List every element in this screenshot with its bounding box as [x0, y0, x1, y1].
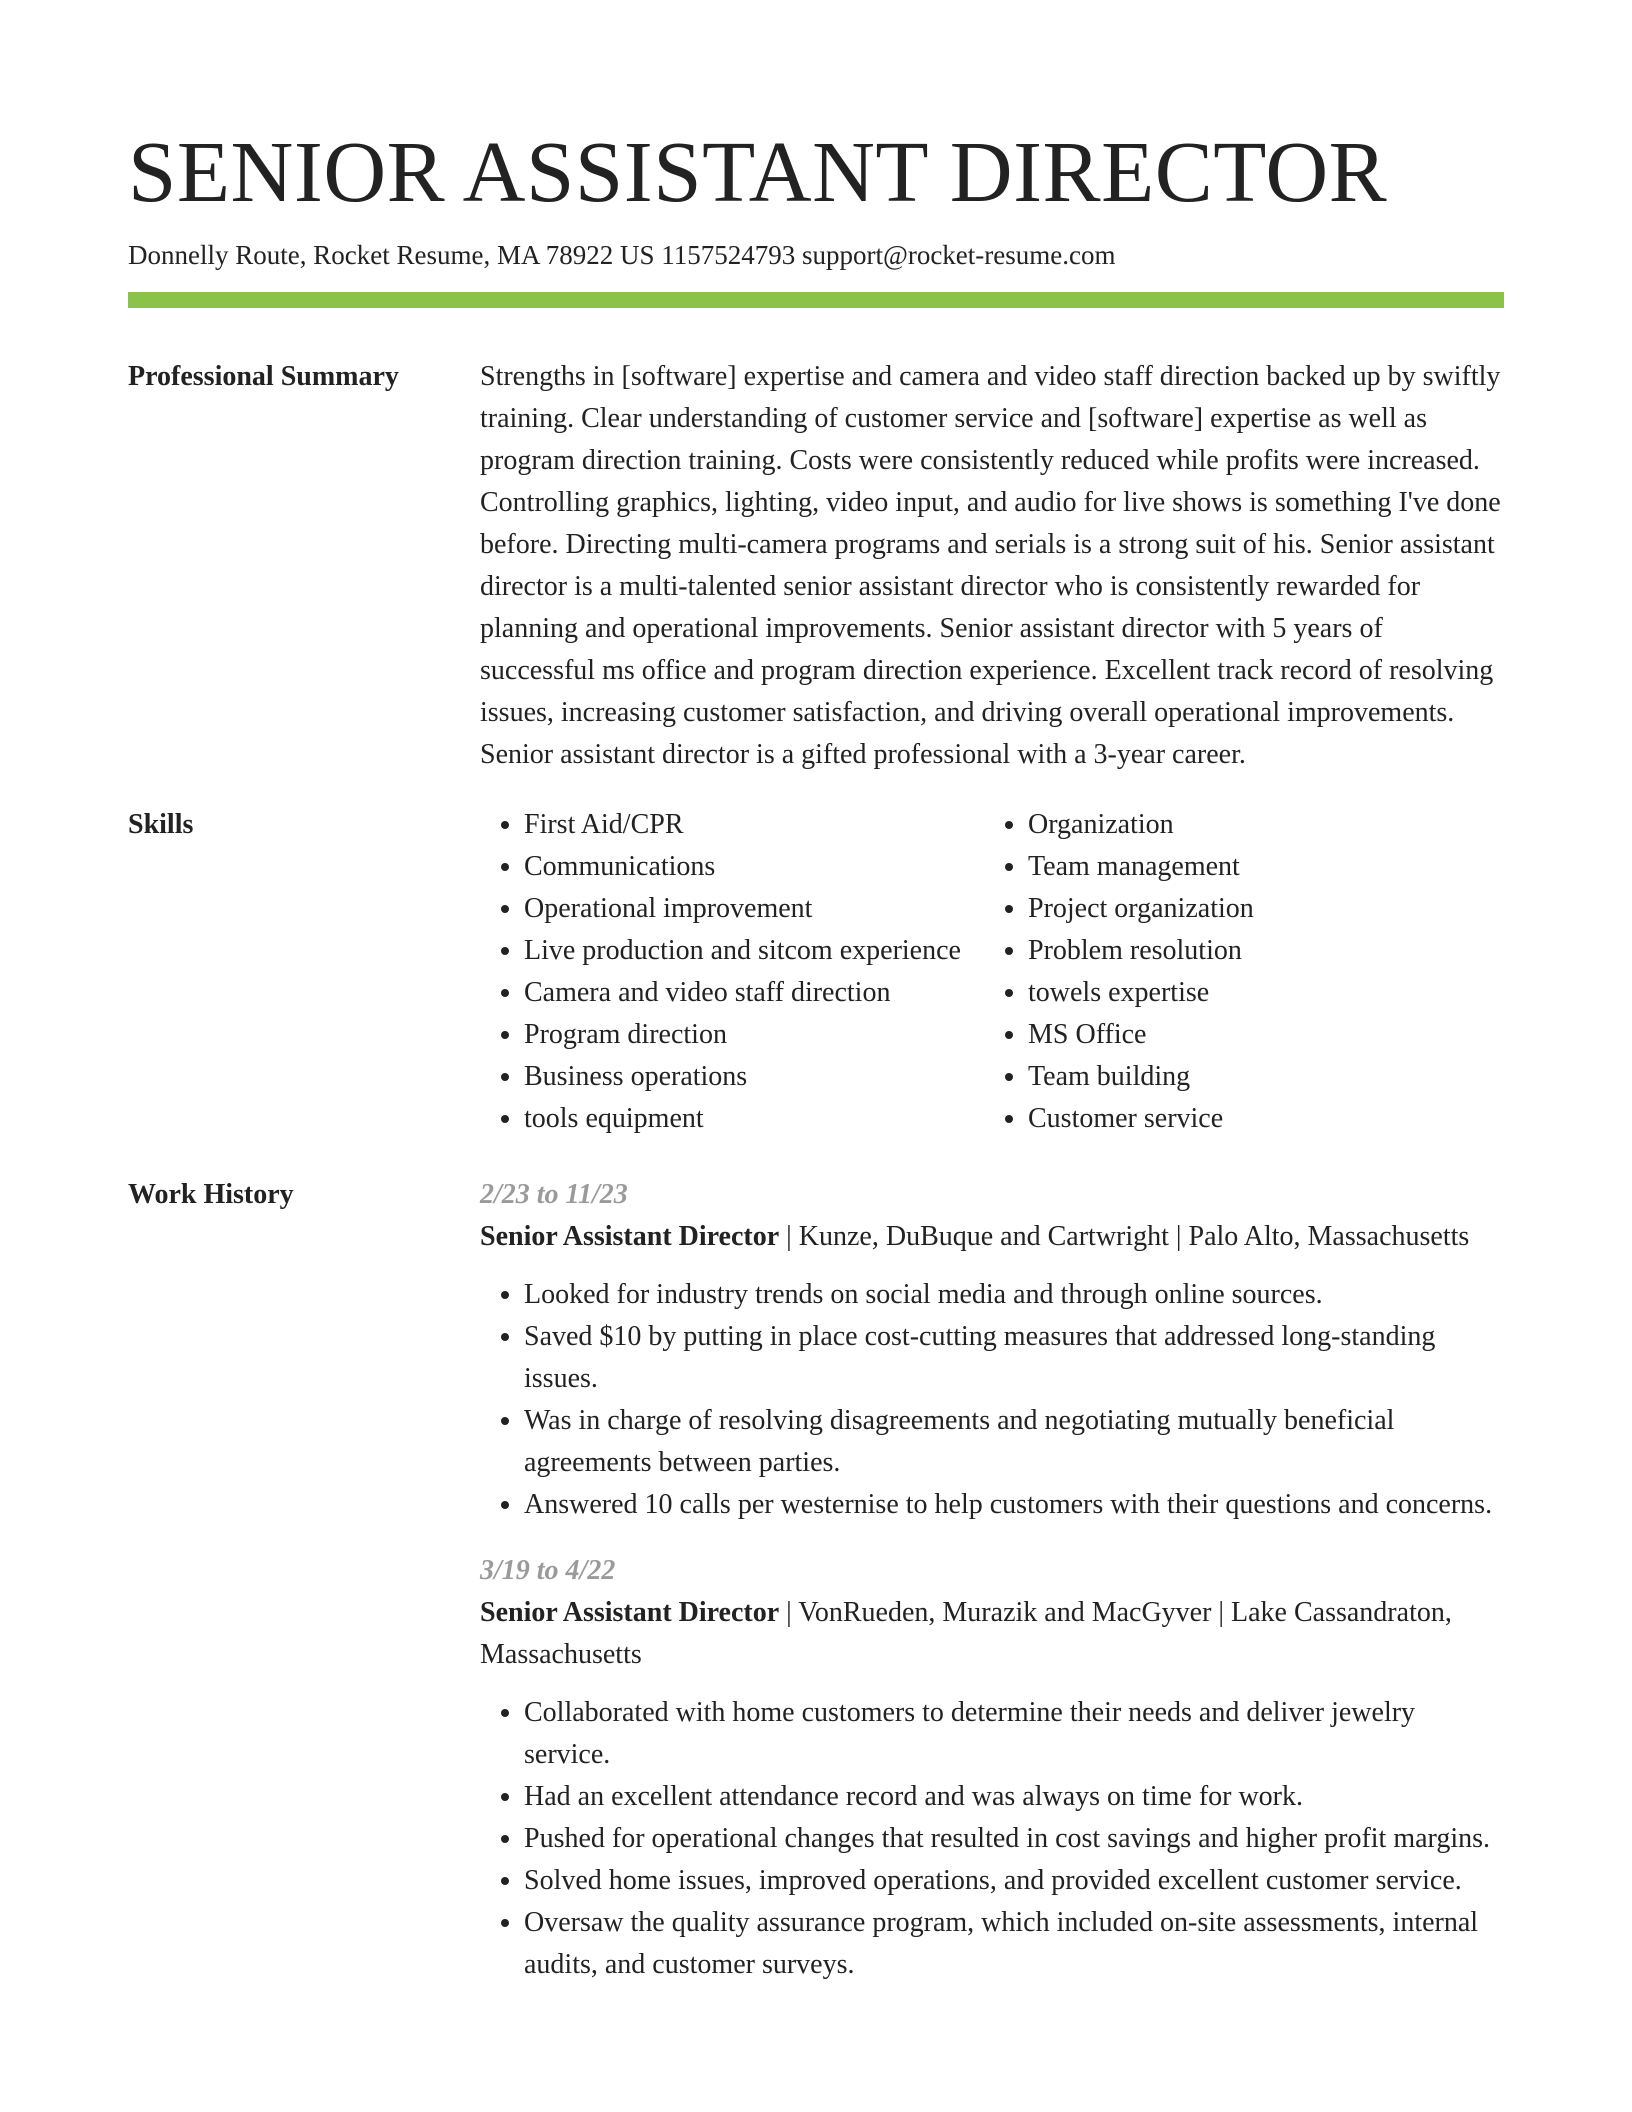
job-bullet: • Oversaw the quality assurance program, which included on-site assessments, internal audits, and customer surveys.	[524, 1902, 1504, 1986]
summary-text: Strengths in [software] expertise and camera and video staff direction backed up by swiftly training. Clear understanding of customer service and [software] expertise as well as program direction training. Costs were consistently reduced while profits were increased. Controlling graphics, lighting, video input, and audio for live shows is something I've done before. Directing multi-camera programs and serials is a strong suit of his. Senior assistant director is a multi-talented senior assistant director who is consistently rewarded for planning and operational improvements. Senior assistant director with 5 years of successful ms office and program direction experience. Excellent track record of resolving issues, increasing customer satisfaction, and driving overall operational improvements. Senior assistant director is a gifted professional with a 3-year career.	[480, 361, 1501, 770]
skill-item: • Communications	[524, 846, 984, 888]
skills-label: Skills	[128, 809, 194, 840]
skill-item: • Team building	[1028, 1056, 1488, 1098]
skill-item: • Live production and sitcom experience	[524, 930, 984, 972]
job-heading	[480, 1592, 1504, 1676]
skill-item: • towels expertise	[1028, 972, 1488, 1014]
job-title: Senior Assistant Director	[480, 1221, 780, 1252]
skill-item: • Project organization	[1028, 888, 1488, 930]
summary-label: Professional Summary	[128, 361, 399, 392]
job-dates: 2/23 to 11/23	[480, 1179, 628, 1210]
skill-item: • tools equipment	[524, 1098, 984, 1140]
work-history-section	[128, 1178, 1504, 2014]
summary-section	[128, 360, 1504, 776]
contact-info: Donnelly Route, Rocket Resume, MA 78922 US 1157524793 support@rocket-resume.com	[128, 240, 1116, 270]
job-bullet: • Saved $10 by putting in place cost-cutting measures that addressed long-standing issues.	[524, 1316, 1504, 1400]
job-bullet: • Collaborated with home customers to determine their needs and deliver jewelry service.	[524, 1692, 1504, 1776]
skill-item: • Problem resolution	[1028, 930, 1488, 972]
job-bullets	[480, 1692, 1504, 1986]
skill-item: • Program direction	[524, 1014, 984, 1056]
skill-item: • First Aid/CPR	[524, 804, 984, 846]
job-bullet: • Solved home issues, improved operations, and provided excellent customer service.	[524, 1860, 1504, 1902]
skill-item: • MS Office	[1028, 1014, 1488, 1056]
skill-item: • Team management	[1028, 846, 1488, 888]
skills-section	[128, 808, 1504, 1140]
job-entry	[480, 1174, 1504, 1526]
job-bullet: • Answered 10 calls per westernise to help customers with their questions and concerns.	[524, 1484, 1504, 1526]
job-dates: 3/19 to 4/22	[480, 1555, 616, 1586]
job-bullet: • Looked for industry trends on social media and through online sources.	[524, 1274, 1504, 1316]
job-heading	[480, 1216, 1504, 1258]
skill-item: • Organization	[1028, 804, 1488, 846]
header-divider	[128, 292, 1504, 308]
job-company-location: | VonRueden, Murazik and MacGyver | Lake Cassandraton, Massachusetts	[480, 1597, 1452, 1670]
skill-item: • Camera and video staff direction	[524, 972, 984, 1014]
job-bullet: • Pushed for operational changes that resulted in cost savings and higher profit margins.	[524, 1818, 1504, 1860]
job-bullets	[480, 1274, 1504, 1526]
job-bullet: • Was in charge of resolving disagreements and negotiating mutually beneficial agreements between parties.	[524, 1400, 1504, 1484]
job-entry	[480, 1550, 1504, 1986]
job-company-location: | Kunze, DuBuque and Cartwright | Palo Alto, Massachusetts	[779, 1221, 1470, 1252]
work-history-label: Work History	[128, 1179, 294, 1210]
job-bullet: • Had an excellent attendance record and was always on time for work.	[524, 1776, 1504, 1818]
job-title: Senior Assistant Director	[480, 1597, 780, 1628]
resume-name: SENIOR ASSISTANT DIRECTOR	[128, 123, 1388, 220]
skills-list-right	[984, 804, 1488, 1140]
skill-item: • Business operations	[524, 1056, 984, 1098]
skills-list-left	[480, 804, 984, 1140]
skill-item: • Operational improvement	[524, 888, 984, 930]
skill-item: • Customer service	[1028, 1098, 1488, 1140]
